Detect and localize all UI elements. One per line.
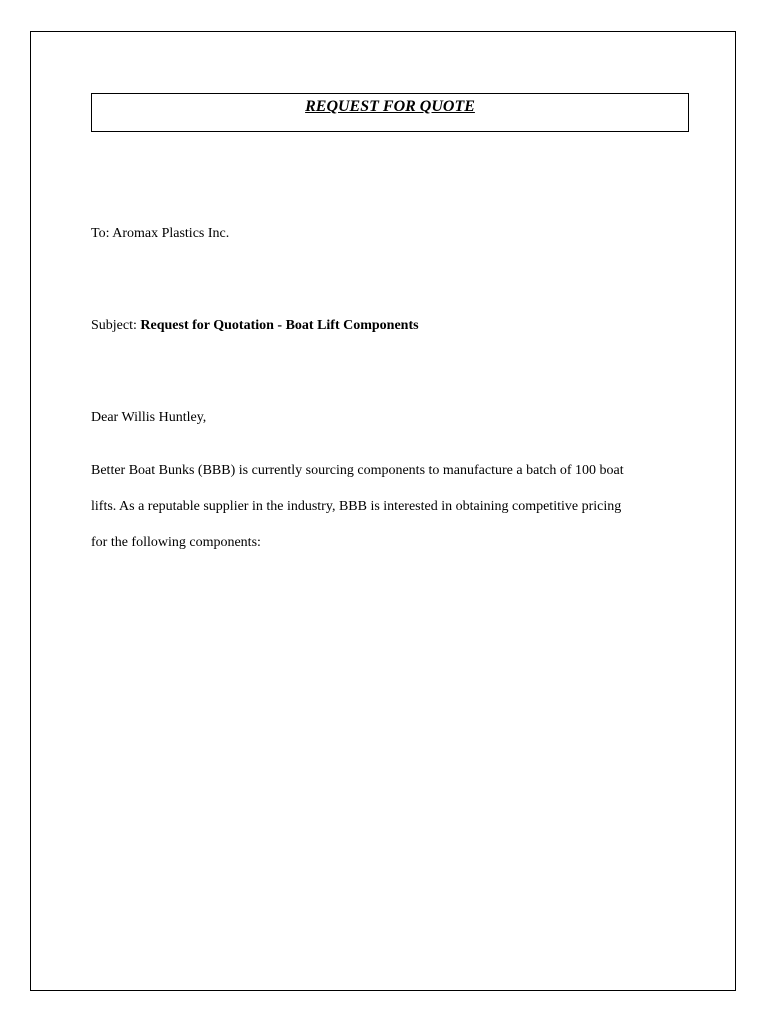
subject-label: Subject: bbox=[91, 318, 137, 333]
document-page bbox=[30, 31, 736, 991]
body-line: for the following components: bbox=[91, 535, 261, 550]
document-title: REQUEST FOR QUOTE bbox=[305, 98, 475, 115]
body-paragraph bbox=[91, 453, 691, 561]
to-label: To: bbox=[91, 226, 110, 241]
subject-text: Request for Quotation - Boat Lift Components bbox=[140, 318, 419, 333]
recipient-name: Aromax Plastics Inc. bbox=[112, 226, 230, 241]
title-box bbox=[91, 93, 689, 132]
body-line: Better Boat Bunks (BBB) is currently sourcing components to manufacture a batch of 100 boat bbox=[91, 463, 624, 478]
body-line: lifts. As a reputable supplier in the industry, BBB is interested in obtaining competitive pricing bbox=[91, 499, 622, 514]
salutation: Dear Willis Huntley, bbox=[91, 410, 207, 425]
subject-line bbox=[91, 317, 419, 335]
recipient-line bbox=[91, 225, 229, 243]
